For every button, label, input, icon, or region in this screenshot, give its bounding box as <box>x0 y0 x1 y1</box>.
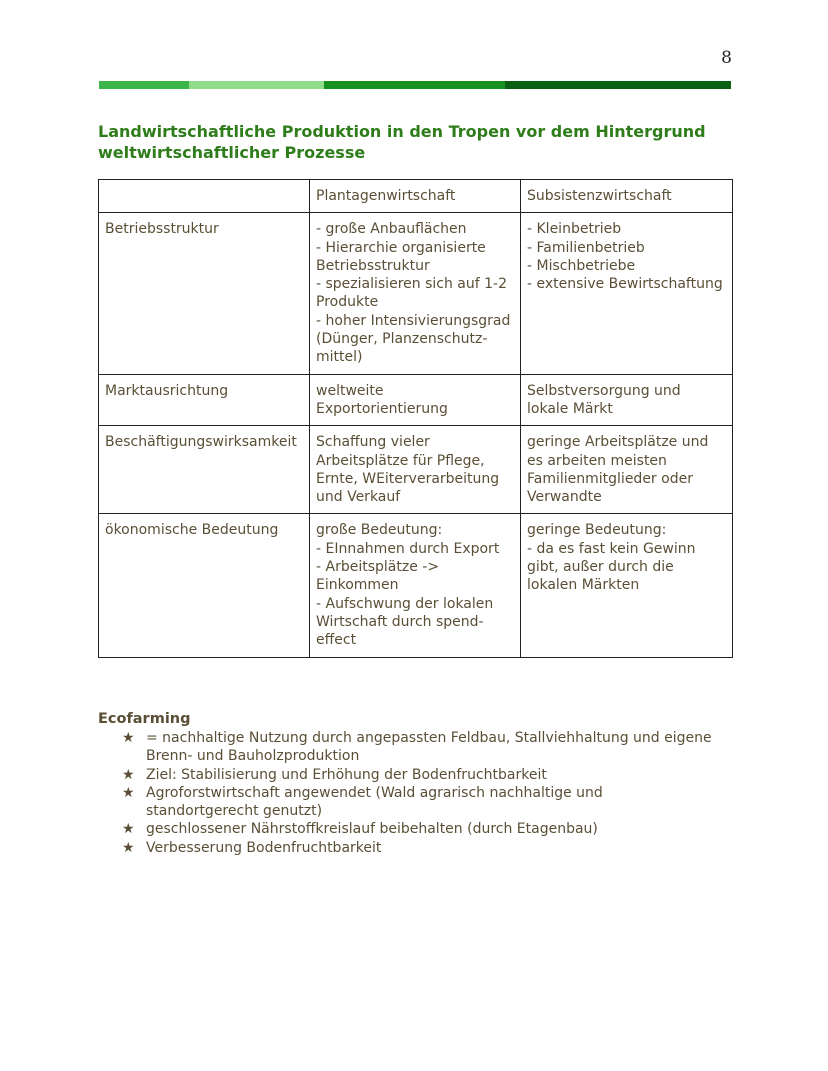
star-icon: ★ <box>122 784 135 801</box>
color-bar-segment <box>99 81 189 89</box>
list-item-text: Agroforstwirtschaft angewendet (Wald agrarisch nachhaltige und standortgerecht genutzt) <box>146 784 603 820</box>
table-header-cell-empty <box>99 180 310 213</box>
ecofarming-heading: Ecofarming <box>98 711 191 727</box>
list-item <box>122 820 718 838</box>
page-number: 8 <box>721 48 732 68</box>
list-item-text: Verbesserung Bodenfruchtbarkeit <box>146 839 382 856</box>
subsistenz-cell: geringe Arbeitsplätze und es arbeiten meisten Familienmitglieder oder Verwandte <box>521 426 733 514</box>
header-color-bar <box>99 81 731 89</box>
star-icon: ★ <box>122 730 135 746</box>
list-item <box>122 729 718 766</box>
table-row <box>99 374 733 426</box>
row-label: Betriebsstruktur <box>99 213 310 374</box>
row-label: ökonomische Bedeutung <box>99 514 310 657</box>
comparison-table <box>98 179 733 658</box>
table-row <box>99 514 733 657</box>
table-header-row <box>99 180 733 213</box>
list-item-text: Ziel: Stabilisierung und Erhöhung der Bodenfruchtbarkeit <box>146 766 547 783</box>
star-icon: ★ <box>122 821 135 838</box>
table-row <box>99 213 733 374</box>
row-label: Marktausrichtung <box>99 374 310 426</box>
color-bar-segment <box>189 81 324 89</box>
list-item <box>122 766 718 784</box>
list-item-text: = nachhaltige Nutzung durch angepassten Feldbau, Stallviehhaltung und eigene Brenn- und Bauholzproduktion <box>146 730 712 765</box>
subsistenz-cell: geringe Bedeutung: - da es fast kein Gewinn gibt, außer durch die lokalen Märkten <box>521 514 733 657</box>
list-item <box>122 839 718 857</box>
list-item <box>122 784 718 821</box>
star-icon: ★ <box>122 766 135 783</box>
list-item-text: geschlossener Nährstoffkreislauf beibehalten (durch Etagenbau) <box>146 821 598 838</box>
plantagen-cell: - große Anbauflächen - Hierarchie organisierte Betriebsstruktur - spezialisieren sich auf 1-2 Produkte - hoher Intensivierungsgrad (Dünger, Planzenschutz-mittel) <box>310 213 521 374</box>
color-bar-segment <box>505 81 731 89</box>
row-label: Beschäftigungswirksamkeit <box>99 426 310 514</box>
ecofarming-list <box>98 729 718 857</box>
table-header-subsistenzwirtschaft: Subsistenzwirtschaft <box>521 180 733 213</box>
color-bar-segment <box>324 81 505 89</box>
table-header-plantagenwirtschaft: Plantagenwirtschaft <box>310 180 521 213</box>
subsistenz-cell: - Kleinbetrieb - Familienbetrieb - Mischbetriebe - extensive Bewirtschaftung <box>521 213 733 374</box>
subsistenz-cell: Selbstversorgung und lokale Märkt <box>521 374 733 426</box>
plantagen-cell: große Bedeutung: - EInnahmen durch Export - Arbeitsplätze -> Einkommen - Aufschwung der lokalen Wirtschaft durch spend-effect <box>310 514 521 657</box>
plantagen-cell: weltweite Exportorientierung <box>310 374 521 426</box>
plantagen-cell: Schaffung vieler Arbeitsplätze für Pflege, Ernte, WEiterverarbeitung und Verkauf <box>310 426 521 514</box>
table-row <box>99 426 733 514</box>
star-icon: ★ <box>122 839 135 856</box>
page-title: Landwirtschaftliche Produktion in den Tropen vor dem Hintergrund weltwirtschaftlicher Prozesse <box>98 122 706 162</box>
ecofarming-section <box>98 710 718 857</box>
